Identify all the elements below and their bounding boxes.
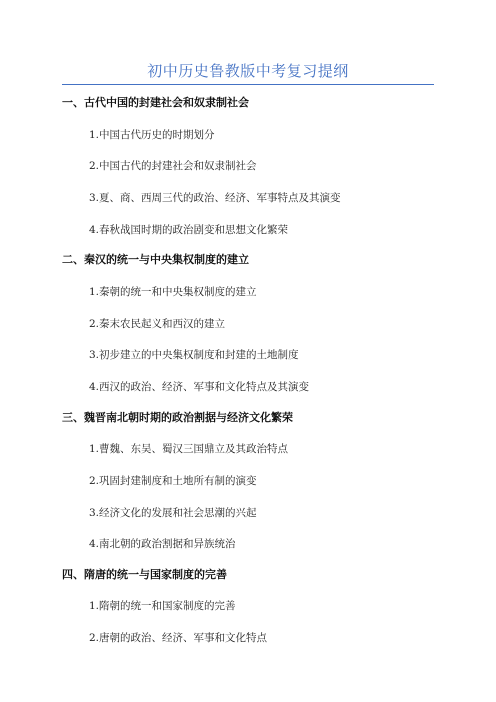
outline-item: 3.夏、商、西周三代的政治、经济、军事特点及其演变 [89,192,341,205]
section-heading: 一、古代中国的封建社会和奴隶制社会 [62,96,249,109]
outline-section [62,411,442,552]
outline-section [62,568,442,645]
outline-item: 2.巩固封建制度和土地所有制的演变 [89,474,257,487]
outline-content [62,96,442,662]
section-heading: 三、魏晋南北朝时期的政治割据与经济文化繁荣 [62,410,293,424]
outline-item: 4.西汉的政治、经济、军事和文化特点及其演变 [89,381,310,393]
outline-item: 3.初步建立的中央集权制度和封建的土地制度 [89,349,299,362]
section-item-list [62,443,442,551]
outline-item: 2.唐朝的政治、经济、军事和文化特点 [89,632,268,645]
section-heading: 四、隋唐的统一与国家制度的完善 [62,567,227,581]
title-underline [62,84,434,85]
outline-item: 1.曹魏、东吴、蜀汉三国鼎立及其政治特点 [89,443,289,456]
outline-item: 3.经济文化的发展和社会思潮的兴起 [89,506,257,519]
section-item-list [62,600,442,645]
document-title: 初中历史鲁教版中考复习提纲 [147,62,349,80]
outline-item: 1.隋朝的统一和国家制度的完善 [89,600,236,613]
outline-item: 2.秦末农民起义和西汉的建立 [89,317,226,330]
outline-item: 1.秦朝的统一和中央集权制度的建立 [89,285,257,298]
section-item-list [62,129,442,237]
outline-item: 4.春秋战国时期的政治剧变和思想文化繁荣 [89,223,289,236]
outline-item: 1.中国古代历史的时期划分 [89,128,215,141]
outline-item: 2.中国古代的封建社会和奴隶制社会 [89,160,257,173]
section-item-list [62,286,442,394]
outline-item: 4.南北朝的政治割据和异族统治 [89,538,236,551]
section-heading: 二、秦汉的统一与中央集权制度的建立 [62,253,249,267]
outline-section [62,96,442,237]
outline-section [62,253,442,394]
